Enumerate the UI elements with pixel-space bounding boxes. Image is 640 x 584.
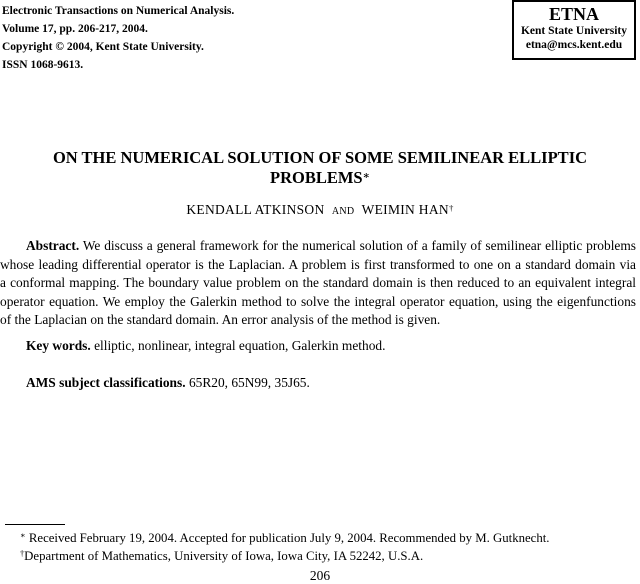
authors-and: AND [331,206,355,217]
title-line-2 [0,168,640,188]
ams-classifications [26,374,310,392]
etna-email: etna@mcs.kent.edu [525,39,623,51]
authors [0,201,640,221]
journal-line: Volume 17, pp. 206-217, 2004. [2,23,148,35]
etna-university: Kent State University [520,25,628,37]
abstract-label: Abstract. [26,238,80,253]
ams-label: AMS subject classifications. [26,375,186,390]
abstract-line: operator equation. We employ the Galerkin method to solve the integral operator equation, using the eigenfunctions [0,293,636,309]
footnote-star-mark: ∗ [20,531,26,540]
journal-line: Copyright © 2004, Kent State University. [2,41,204,53]
abstract [0,237,636,330]
etna-box [512,0,636,60]
author-2-footnote-mark: † [448,203,454,213]
author-1: KENDALL ATKINSON [186,202,325,217]
footnote-affiliation-text: Department of Mathematics, University of Iowa, Iowa City, IA 52242, U.S.A. [24,549,424,563]
journal-line: ISSN 1068-9613. [2,59,84,71]
journal-line: Electronic Transactions on Numerical Analysis. [2,5,235,17]
abstract-line [0,237,636,256]
abstract-line: whose leading differential operator is the Laplacian. A problem is first transformed to one on a standard domain via [0,256,636,272]
etna-title: ETNA [548,4,599,24]
footnote-received-text: Received February 19, 2004. Accepted for publication July 9, 2004. Recommended by M. Gutknecht. [28,531,550,545]
keywords-label: Key words. [26,338,91,353]
abstract-line: of the Laplacian on the standard domain. An error analysis of the method is given. [0,312,441,327]
ams-text: 65R20, 65N99, 35J65. [188,375,310,390]
footnote-received [20,529,550,547]
footnote-affiliation [20,547,423,565]
title-line-2-text: PROBLEMS [269,168,363,187]
footnote-rule [5,524,65,525]
title-line-1: ON THE NUMERICAL SOLUTION OF SOME SEMILINEAR ELLIPTIC [52,148,588,167]
author-2: WEIMIN HAN [361,202,449,217]
keywords-text: elliptic, nonlinear, integral equation, Galerkin method. [94,338,386,353]
paper-title [0,148,640,188]
journal-info [2,2,234,74]
page-number: 206 [309,568,331,583]
title-footnote-mark: ∗ [362,170,370,182]
keywords [26,337,385,355]
footnote-dagger-mark: † [20,549,25,558]
abstract-text: We discuss a general framework for the numerical solution of a family of semilinear elliptic problems [82,238,636,253]
abstract-line: a conformal mapping. The boundary value problem on the standard domain is then reduced to an equivalent integral [0,275,636,290]
